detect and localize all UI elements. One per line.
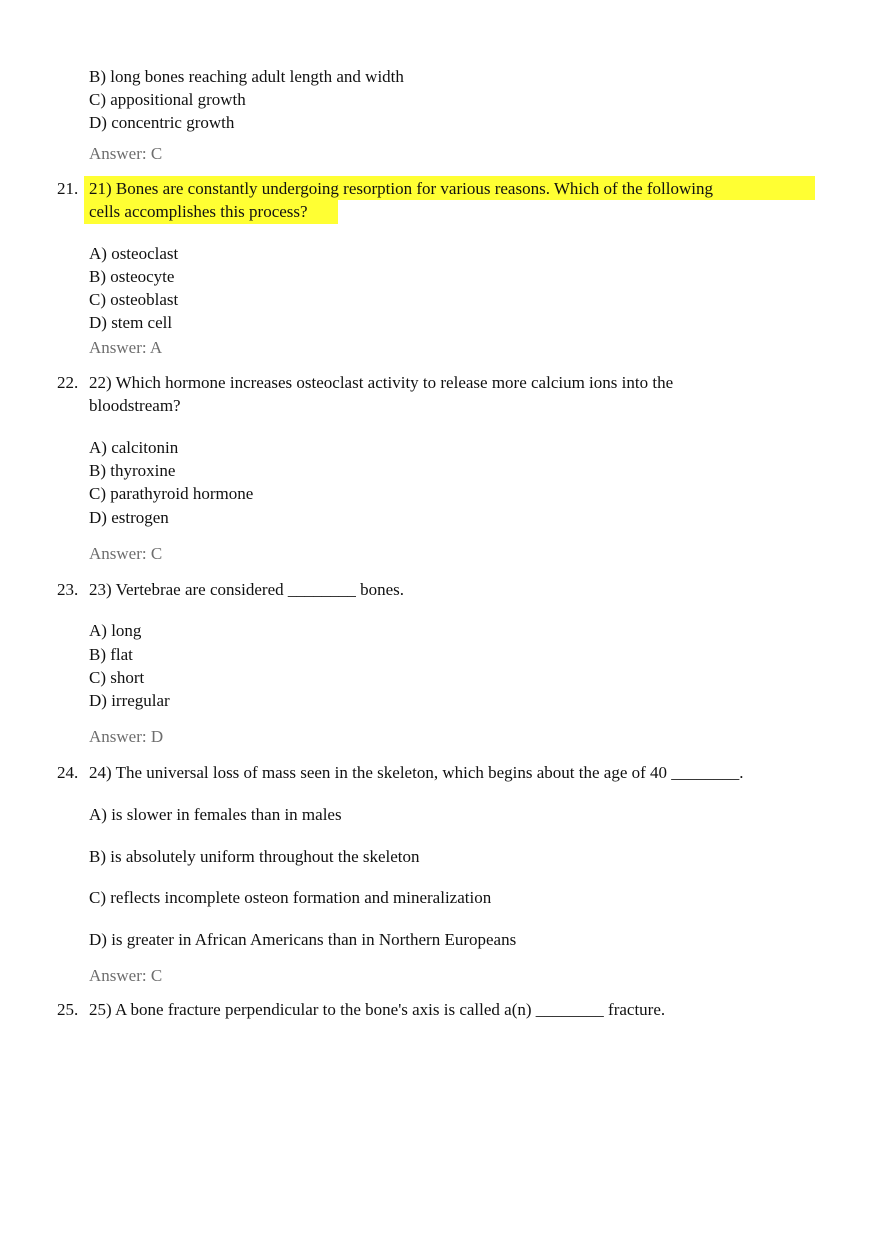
question-number: 23. (57, 580, 79, 599)
option: D) concentric growth (89, 113, 235, 132)
question-number: 22. (57, 373, 79, 392)
option: D) is greater in African Americans than in Northern Europeans (89, 930, 517, 949)
option: D) estrogen (89, 508, 169, 527)
question-number: 21. (57, 179, 79, 198)
question-text: 23) Vertebrae are considered ________ bones. (89, 580, 405, 599)
answer: Answer: D (89, 727, 164, 746)
option: D) stem cell (89, 313, 173, 332)
option: A) is slower in females than in males (89, 805, 342, 824)
option: B) flat (89, 645, 133, 664)
answer: Answer: A (89, 338, 163, 357)
option: A) calcitonin (89, 438, 179, 457)
option: A) osteoclast (89, 244, 179, 263)
option: B) is absolutely uniform throughout the skeleton (89, 847, 420, 866)
answer: Answer: C (89, 144, 163, 163)
option: D) irregular (89, 691, 170, 710)
question-text: 25) A bone fracture perpendicular to the bone's axis is called a(n) ________ fracture. (89, 1000, 666, 1019)
option: B) thyroxine (89, 461, 176, 480)
question-number: 25. (57, 1000, 79, 1019)
option: C) parathyroid hormone (89, 484, 254, 503)
option: C) appositional growth (89, 90, 246, 109)
answer: Answer: C (89, 544, 163, 563)
option: C) reflects incomplete osteon formation and mineralization (89, 888, 492, 907)
option: B) osteocyte (89, 267, 175, 286)
option: A) long (89, 621, 142, 640)
question-text: 21) Bones are constantly undergoing resorption for various reasons. Which of the following (89, 179, 713, 198)
answer: Answer: C (89, 966, 163, 985)
option: B) long bones reaching adult length and width (89, 67, 404, 86)
option: C) osteoblast (89, 290, 179, 309)
option: C) short (89, 668, 145, 687)
question-text: 22) Which hormone increases osteoclast activity to release more calcium ions into the (89, 373, 674, 392)
question-text: bloodstream? (89, 396, 181, 415)
question-number: 24. (57, 763, 79, 782)
question-text: 24) The universal loss of mass seen in the skeleton, which begins about the age of 40 ________. (89, 763, 744, 782)
question-text: cells accomplishes this process? (89, 202, 308, 221)
